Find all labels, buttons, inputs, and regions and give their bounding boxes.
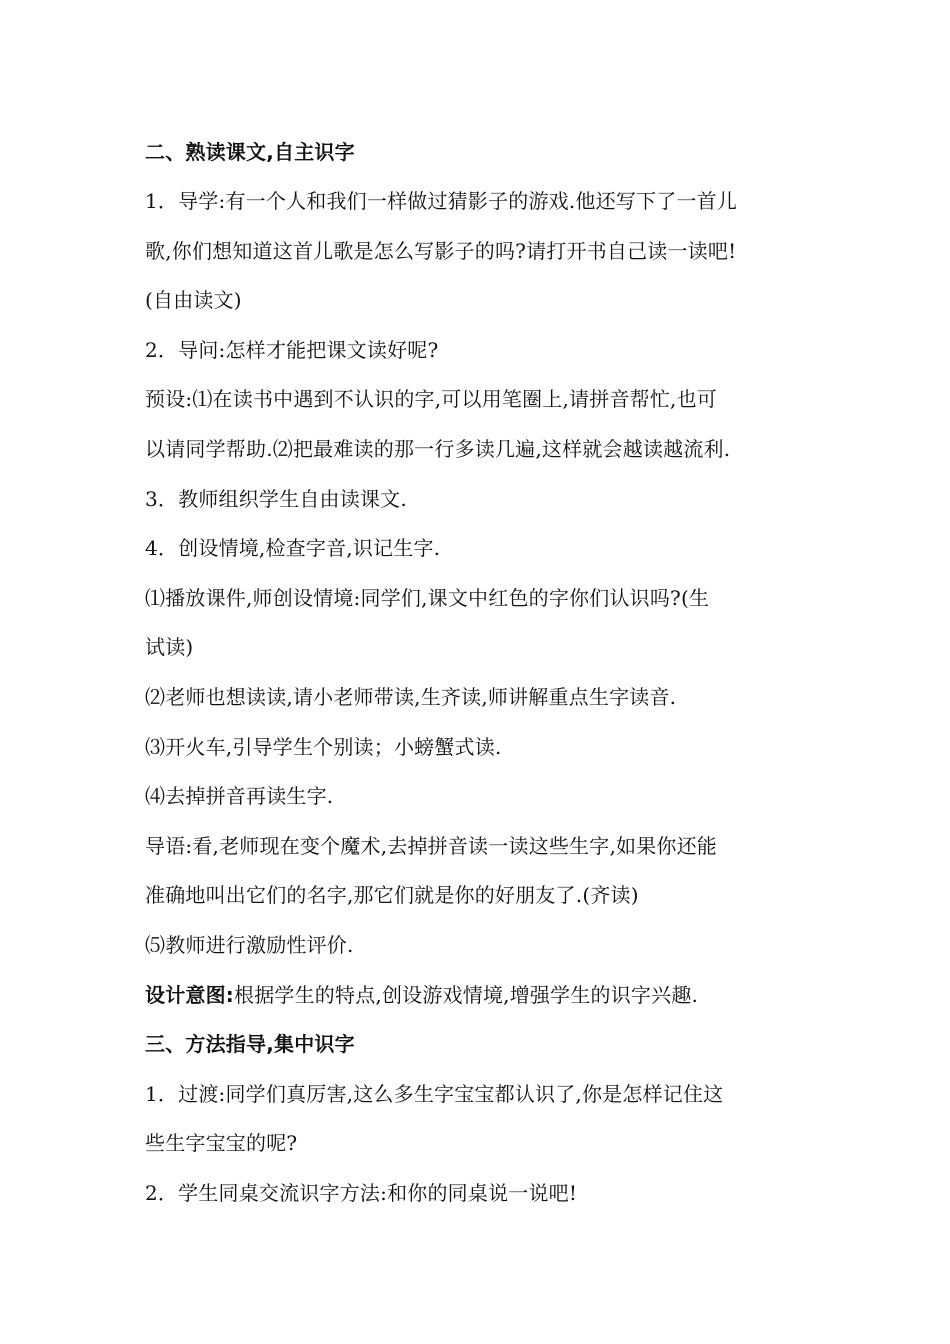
design-intent-text: 根据学生的特点,创设游戏情境,增强学生的识字兴趣. (234, 983, 699, 1007)
design-intent (145, 982, 698, 1008)
section-2-item-1-line-1: 1．导学:有一个人和我们一样做过猜影子的游戏.他还写下了一首儿 (145, 189, 738, 213)
sub-item-2: ⑵老师也想读读,请小老师带读,生齐读,师讲解重点生字读音. (145, 685, 677, 709)
section-2-item-1-line-3: (自由读文) (145, 288, 242, 312)
guide-line-1: 导语:看,老师现在变个魔术,去掉拼音读一读这些生字,如果你还能 (145, 834, 718, 858)
sub-item-1-line-2: 试读) (145, 635, 194, 659)
sub-item-5: ⑸教师进行激励性评价. (145, 933, 354, 957)
sub-item-4: ⑷去掉拼音再读生字. (145, 784, 334, 808)
section-3-heading: 三、方法指导,集中识字 (145, 1032, 355, 1056)
section-3-item-1-line-2: 些生字宝宝的呢? (145, 1131, 298, 1155)
guide-line-2: 准确地叫出它们的名字,那它们就是你的好朋友了.(齐读) (145, 883, 639, 907)
preset-line-2: 以请同学帮助.⑵把最难读的那一行多读几遍,这样就会越读越流利. (145, 437, 731, 461)
section-2-item-2: 2．导问:怎样才能把课文读好呢? (145, 338, 439, 362)
section-3-item-2: 2．学生同桌交流识字方法:和你的同桌说一说吧! (145, 1181, 578, 1205)
section-2-item-4: 4．创设情境,检查字音,识记生字. (145, 536, 441, 560)
sub-item-1-line-1: ⑴播放课件,师创设情境:同学们,课文中红色的字你们认识吗?(生 (145, 586, 710, 610)
design-intent-label: 设计意图: (145, 983, 234, 1007)
sub-item-3: ⑶开火车,引导学生个别读；小螃蟹式读. (145, 735, 502, 759)
section-3-item-1-line-1: 1．过渡:同学们真厉害,这么多生字宝宝都认识了,你是怎样记住这 (145, 1082, 724, 1106)
section-2-heading: 二、熟读课文,自主识字 (145, 140, 355, 164)
preset-line-1: 预设:⑴在读书中遇到不认识的字,可以用笔圈上,请拼音帮忙,也可 (145, 387, 718, 411)
section-2-item-3: 3．教师组织学生自由读课文. (145, 487, 407, 511)
section-2-item-1-line-2: 歌,你们想知道这首儿歌是怎么写影子的吗?请打开书自己读一读吧! (145, 239, 737, 263)
